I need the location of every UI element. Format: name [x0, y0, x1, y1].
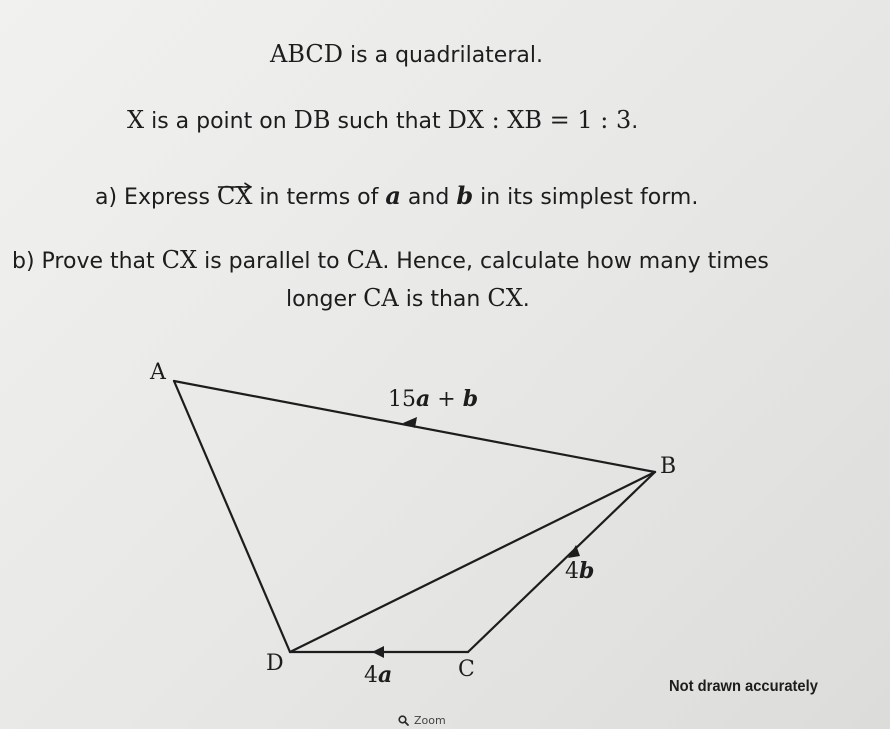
- text: in terms of: [252, 185, 386, 210]
- text: and: [400, 185, 457, 210]
- edge-ad: [174, 381, 290, 652]
- text: is a point on: [144, 109, 294, 134]
- coef: 4: [364, 663, 378, 688]
- math-x: X: [127, 106, 145, 134]
- math-cx: CX: [487, 284, 523, 312]
- zoom-label: Zoom: [414, 714, 446, 727]
- vector-b: b: [462, 386, 479, 412]
- arrowhead-dc: [372, 646, 384, 658]
- edge-ab-label: [388, 386, 478, 412]
- text: b) Prove that: [12, 249, 162, 274]
- text: . Hence, calculate how many times: [382, 249, 769, 274]
- text: such that: [330, 109, 448, 134]
- coef: 15: [388, 387, 416, 412]
- vertex-d-label: D: [266, 651, 284, 676]
- vertex-b-label: B: [660, 454, 677, 479]
- text: is parallel to: [197, 249, 347, 274]
- plus: +: [430, 387, 463, 412]
- vector-a: a: [416, 386, 431, 412]
- text: .: [631, 109, 639, 134]
- coef: 4: [565, 559, 579, 584]
- diagonal-db: [290, 472, 655, 652]
- math-cx: CX: [161, 246, 198, 274]
- text: longer: [286, 287, 364, 312]
- vector-a: a: [378, 662, 393, 688]
- edge-cb: [468, 472, 655, 652]
- vertex-c-label: C: [458, 657, 475, 682]
- text: .: [522, 287, 530, 312]
- math-abcd: ABCD: [270, 40, 344, 68]
- vector-b: b: [456, 181, 474, 210]
- math-ratio: DX : XB = 1 : 3: [447, 106, 632, 134]
- text: is than: [398, 287, 488, 312]
- edge-dc-label: [364, 662, 392, 688]
- not-drawn-accurately-note: Not drawn accurately: [669, 678, 818, 695]
- magnifier-icon: [398, 715, 409, 726]
- vertex-a-label: A: [150, 360, 166, 385]
- math-ca: CA: [363, 284, 399, 312]
- math-db: DB: [293, 106, 331, 134]
- vector-b: b: [579, 558, 595, 584]
- vector-cx-label: CX: [216, 182, 253, 210]
- zoom-button[interactable]: [398, 714, 446, 727]
- text: a) Express: [95, 185, 217, 210]
- edge-cb-label: [565, 558, 594, 584]
- text: in its simplest form.: [473, 185, 699, 210]
- math-ca: CA: [346, 246, 383, 274]
- vector-a: a: [385, 181, 401, 210]
- text: is a quadrilateral.: [343, 43, 543, 68]
